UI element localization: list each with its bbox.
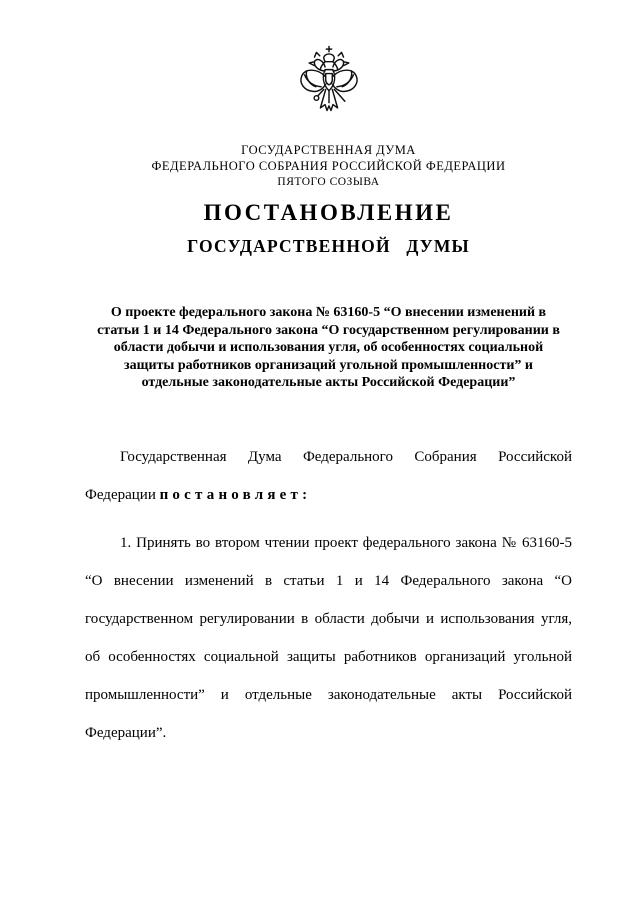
convocation-label: ПЯТОГО СОЗЫВА — [277, 176, 380, 188]
document-header — [85, 142, 572, 190]
russia-coat-of-arms-emblem — [85, 36, 572, 124]
preamble-text: Государственная Дума Федерального Собрания Российской Федерации — [85, 448, 572, 503]
org-subtitle: ФЕДЕРАЛЬНОГО СОБРАНИЯ РОССИЙСКОЙ ФЕДЕРАЦИИ — [151, 159, 506, 173]
document-type-title: ПОСТАНОВЛЕНИЕ — [203, 200, 454, 225]
org-name: ГОСУДАРСТВЕННАЯ ДУМА — [241, 143, 416, 157]
document-issuer-title: ГОСУДАРСТВЕННОЙ ДУМЫ — [187, 236, 470, 256]
document-subject: О проекте федерального закона № 63160-5 “О внесении изменений в статьи 1 и 14 Федерального закона “О государственном регулировании в области добычи и использования угля, об особенностях социальной защиты работников организаций угольной промышленности” и отдельные законодательные акты Российской Федерации” — [97, 305, 560, 390]
double-headed-eagle-icon — [296, 36, 362, 123]
paragraph-preamble — [85, 438, 572, 514]
preamble-emphasis: постановляет: — [159, 486, 312, 503]
paragraph-item-1: 1. Принять во втором чтении проект федерального закона № 63160-5 “О внесении изменений в статьи 1 и 14 Федерального закона “О государственном регулировании в области добычи и использования угля, об особенностях социальной защиты работников организаций угольной промышленности” и отдельные законодательные акты Российской Федерации”. — [85, 534, 572, 741]
